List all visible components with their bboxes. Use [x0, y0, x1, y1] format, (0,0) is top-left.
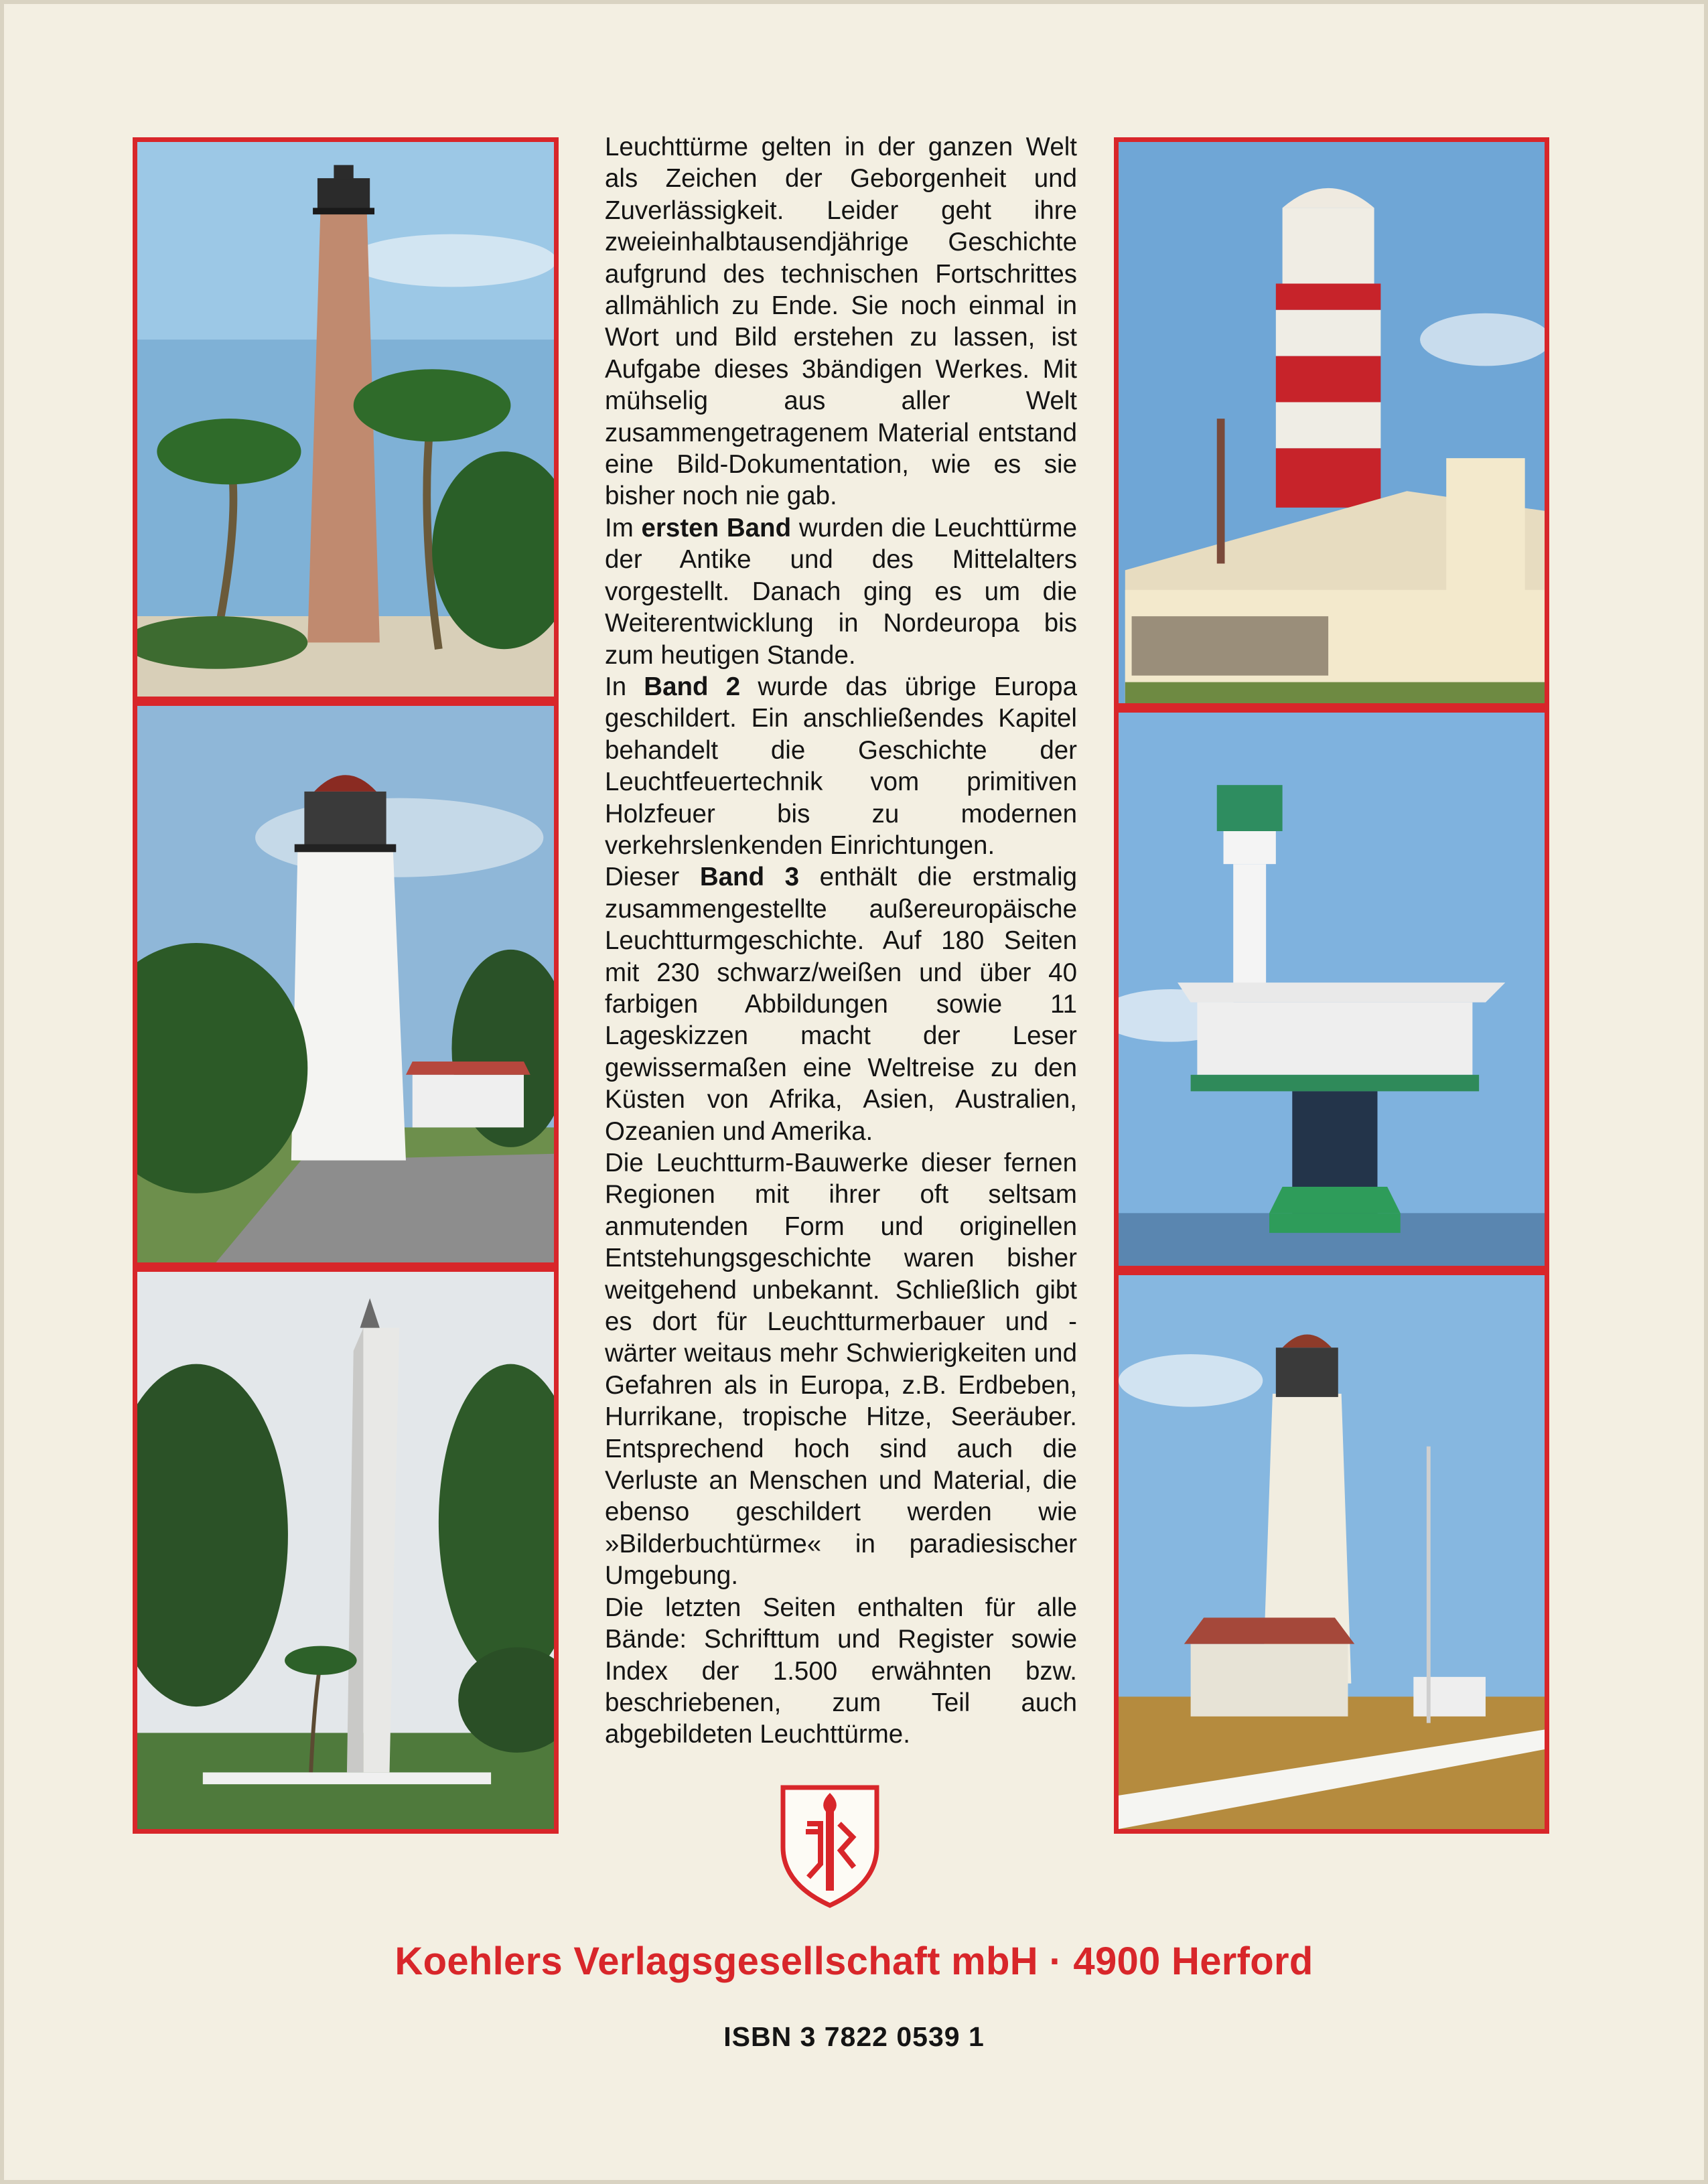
isbn-number: ISBN 3 7822 0539 1 [723, 2021, 985, 2052]
photo-red-white-striped-lighthouse [1114, 137, 1549, 708]
blurb-bold: Band 2 [644, 672, 741, 701]
photo-offshore-tower-lighthouse [1114, 708, 1549, 1270]
blurb-text: In [605, 672, 644, 701]
blurb-text: Im [605, 513, 642, 542]
photo-white-lighthouse-road [133, 701, 559, 1267]
blurb-text: wurden die Leuchttürme der Antike und des Mittelalters vorgestellt. Danach ging es um die Weiterentwicklung in Nordeuropa bis zum heutigen Stande. [605, 513, 1077, 670]
blurb-paragraph-band2 [605, 671, 1077, 861]
blurb-bold: ersten Band [641, 513, 792, 542]
photo-concrete-obelisk-lighthouse [133, 1267, 559, 1834]
blurb-paragraph-index: Die letzten Seiten enthalten für alle Bände: Schrifttum und Register sowie Index der 1.500 erwähnten bzw. beschriebenen, zum Teil auch abgebildeten Leuchttürme. [605, 1593, 1077, 1749]
publisher-logo-icon [779, 1783, 881, 1909]
photo-lighthouse-white-fence [1114, 1270, 1549, 1834]
blurb-paragraph-band3 [605, 861, 1077, 1147]
blurb-paragraph-regions: Die Leuchtturm-Bauwerke dieser fernen Regionen mit ihrer oft seltsam anmutenden Form und originellen Entstehungsgeschichte waren bisher weitgehend unbekannt. Schließlich gibt es dort für Leuchtturmerbauer und -wärter weitaus mehr Schwierigkeiten und Gefahren als in Europa, z.B. Erdbeben, Hurrikane, tropische Hitze, Seeräuber. Entsprechend hoch sind auch die Verluste an Menschen und Material, die ebenso geschildert werden wie »Bilderbuchtürme« in paradiesischer Umgebung. [605, 1149, 1077, 1591]
photo-brick-lighthouse-palms [133, 137, 559, 701]
blurb-paragraph-intro: Leuchttürme gelten in der ganzen Welt als Zeichen der Geborgenheit und Zuverlässigkeit. Leider geht ihre zweieinhalbtausendjährige Geschichte aufgrund des technischen Fortschrittes allmählich zu Ende. Sie noch einmal in Wort und Bild erstehen zu lassen, ist Aufgabe dieses 3bändigen Werkes. Mit mühselig aus aller Welt zusammengetragenem Material entstand eine Bild-Dokumentation, wie es sie bisher noch nie gab. [605, 133, 1077, 511]
blurb-text: wurde das übrige Europa geschildert. Ein anschließendes Kapitel behandelt die Geschichte der Leuchtfeuertechnik vom primitiven Holzfeuer bis zu modernen verkehrslenkenden Einrichtungen. [605, 672, 1078, 860]
back-cover-blurb [605, 131, 1077, 1751]
blurb-text: Dieser [605, 863, 700, 892]
publisher-imprint: Koehlers Verlagsgesellschaft mbH · 4900 Herford [395, 1940, 1313, 1983]
blurb-bold: Band 3 [699, 863, 800, 892]
blurb-text: enthält die erstmalig zusammengestellte außereuropäische Leuchtturmgeschichte. Auf 180 Seiten mit 230 schwarz/weißen und über 40 farbigen Abbildungen sowie 11 Lageskizzen macht der Leser gewissermaßen eine Weltreise zu den Küsten von Afrika, Asien, Australien, Ozeanien und Amerika. [605, 863, 1077, 1146]
blurb-paragraph-band1 [605, 512, 1077, 671]
